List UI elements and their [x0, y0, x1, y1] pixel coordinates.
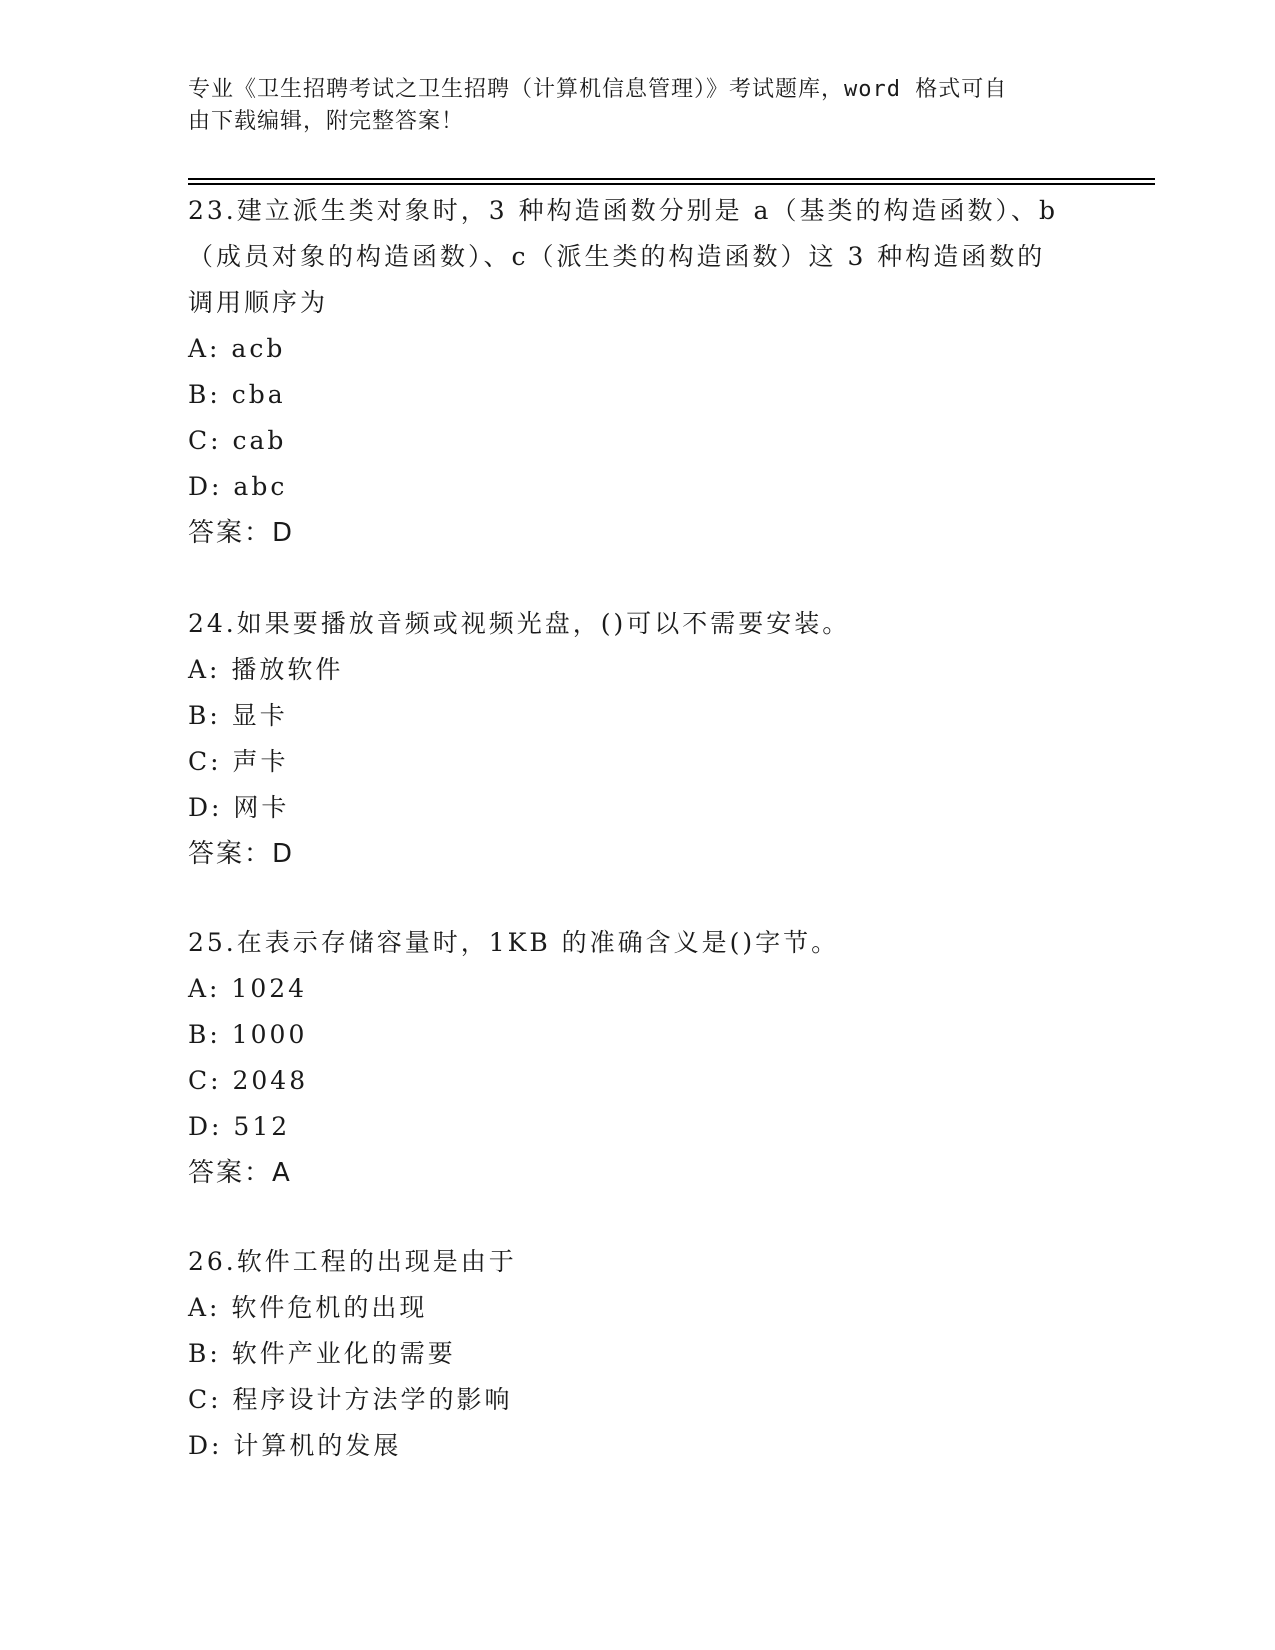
question-23	[188, 188, 1088, 556]
question-25	[188, 920, 1088, 1196]
option-c: C: cab	[188, 426, 287, 455]
option-c: C: 程序设计方法学的影响	[188, 1385, 513, 1414]
option-a: A: 软件危机的出现	[188, 1293, 428, 1322]
option-b: B: 1000	[188, 1020, 308, 1049]
option-a: A: 播放软件	[188, 655, 344, 684]
header-divider-top	[188, 178, 1155, 180]
option-b: B: 软件产业化的需要	[188, 1339, 456, 1368]
question-stem-line: 24.如果要播放音频或视频光盘，()可以不需要安装。	[188, 609, 851, 638]
question-stem-line: 调用顺序为	[188, 288, 329, 317]
header-divider-bottom	[188, 183, 1155, 185]
option-a: A: acb	[188, 334, 286, 363]
answer-line: 答案：A	[188, 1158, 292, 1188]
answer-line: 答案：D	[188, 839, 295, 869]
option-d: D: 计算机的发展	[188, 1431, 402, 1460]
question-24	[188, 601, 1088, 877]
header-line-1: 专业《卫生招聘考试之卫生招聘（计算机信息管理）》考试题库，word 格式可自	[188, 77, 1008, 102]
question-26	[188, 1239, 1088, 1469]
question-stem-line: （成员对象的构造函数）、c（派生类的构造函数）这 3 种构造函数的	[188, 242, 1046, 271]
answer-line: 答案：D	[188, 518, 295, 548]
option-b: B: cba	[188, 380, 286, 409]
option-d: D: abc	[188, 472, 288, 501]
option-c: C: 声卡	[188, 747, 289, 776]
question-stem-line: 26.软件工程的出现是由于	[188, 1247, 517, 1276]
document-header	[188, 74, 1078, 138]
header-line-2: 由下载编辑，附完整答案！	[188, 109, 465, 134]
option-b: B: 显卡	[188, 701, 288, 730]
option-c: C: 2048	[188, 1066, 309, 1095]
question-stem-line: 25.在表示存储容量时，1KB 的准确含义是()字节。	[188, 928, 840, 957]
question-stem-line: 23.建立派生类对象时，3 种构造函数分别是 a（基类的构造函数）、b	[188, 196, 1058, 225]
option-a: A: 1024	[188, 974, 308, 1003]
option-d: D: 512	[188, 1112, 291, 1141]
option-d: D: 网卡	[188, 793, 290, 822]
